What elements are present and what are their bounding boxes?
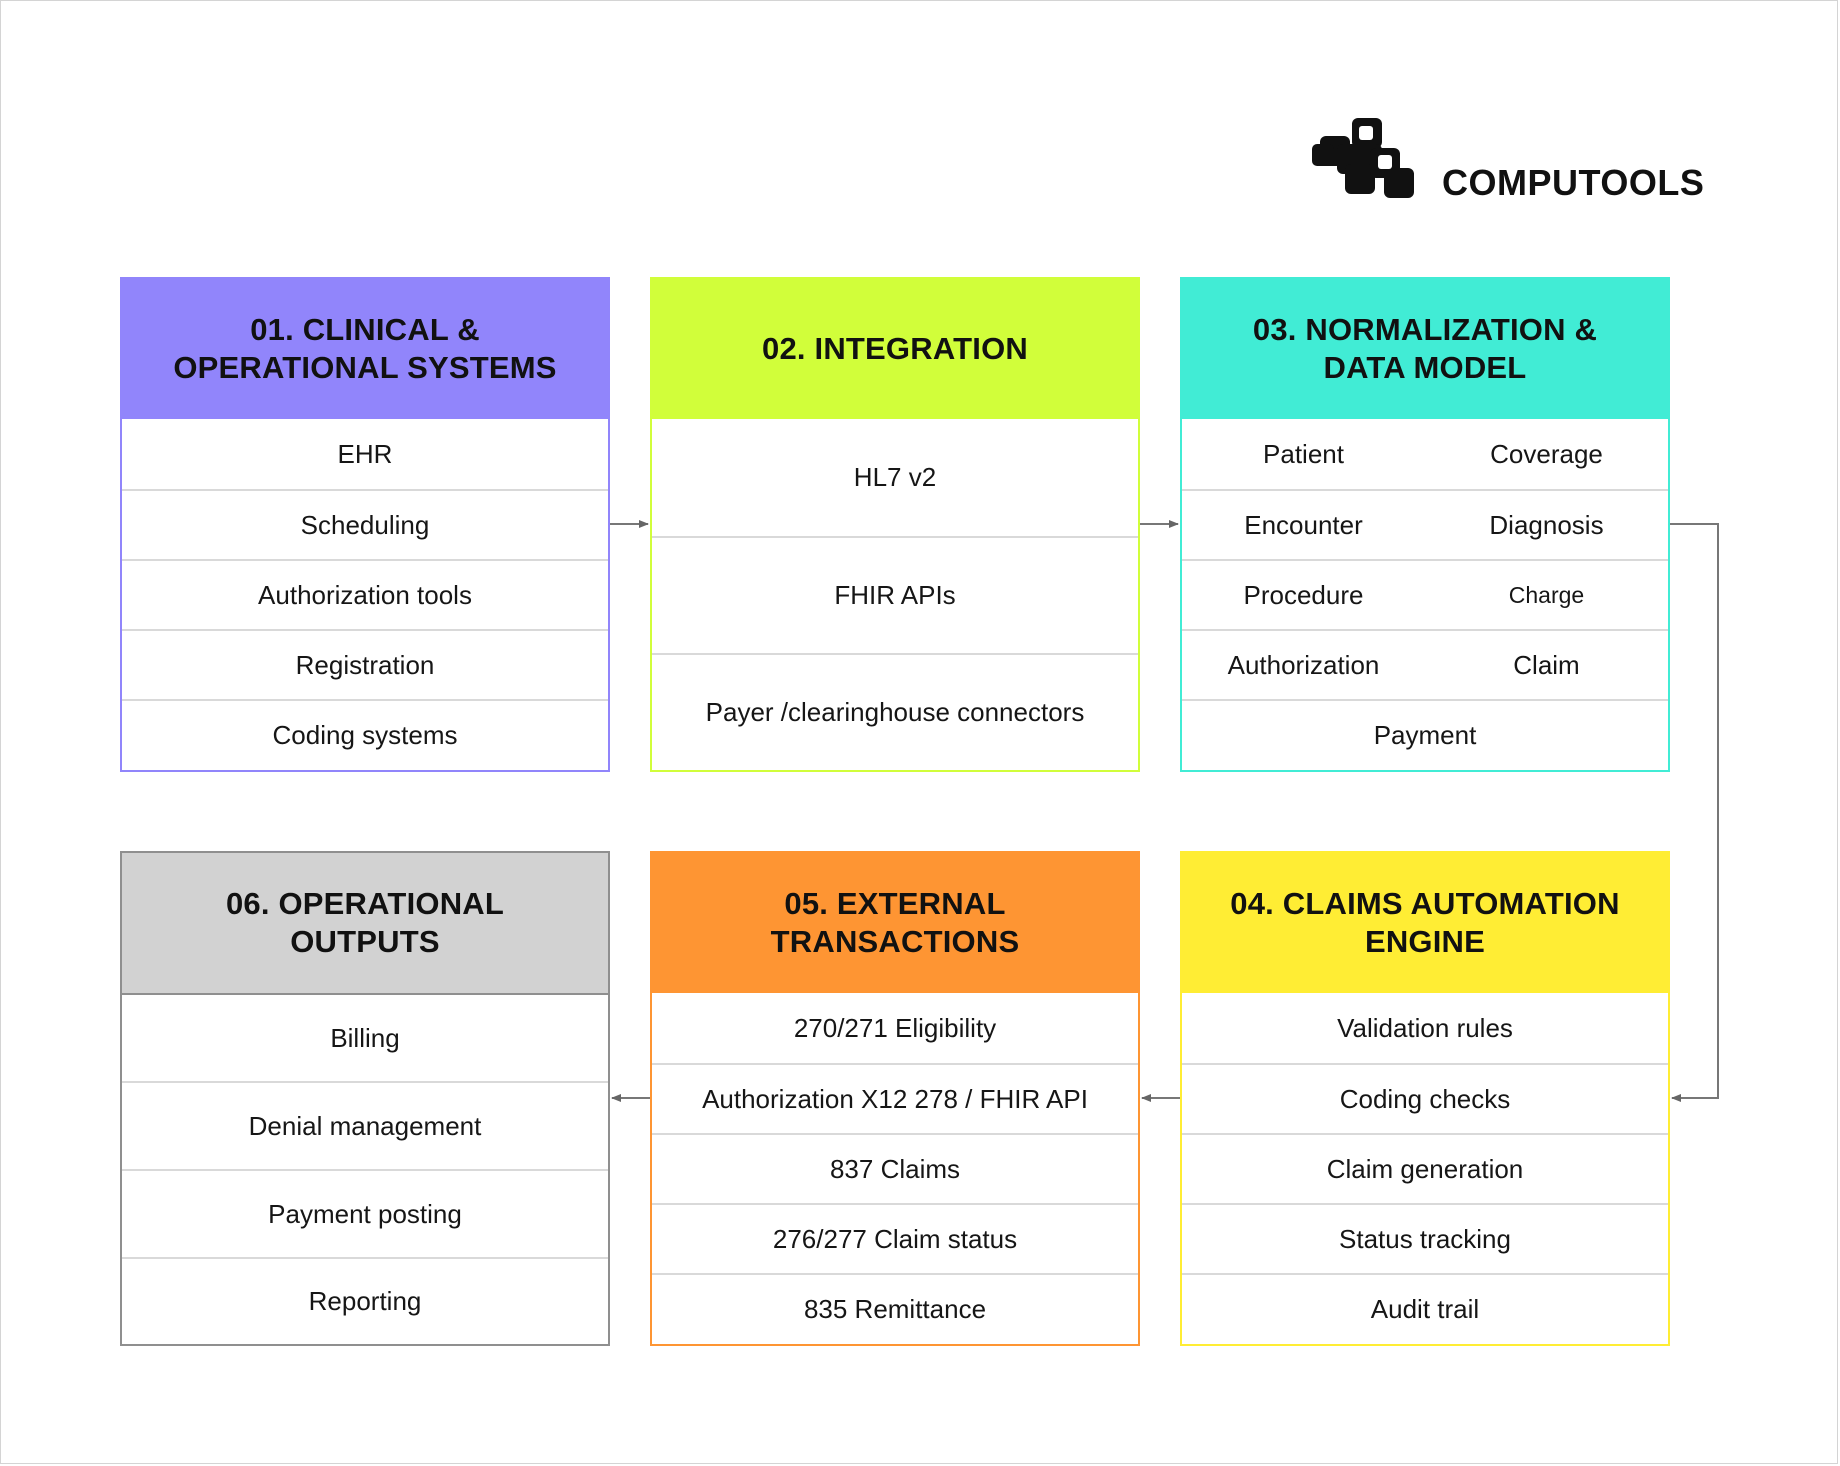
- card-rows: [652, 419, 1138, 770]
- card-operational-outputs: [120, 851, 610, 1346]
- card-title-line: OUTPUTS: [290, 924, 440, 959]
- entity-cell: Patient: [1263, 438, 1344, 469]
- table-row: [1182, 489, 1668, 559]
- card-integration: [650, 277, 1140, 772]
- entity-cell: Encounter: [1244, 509, 1363, 540]
- card-rows: [1182, 419, 1668, 770]
- entity-cell: Diagnosis: [1489, 509, 1604, 540]
- entity-cell: Coverage: [1490, 438, 1603, 469]
- card-header: [122, 279, 608, 419]
- list-item: Authorization X12 278 / FHIR API: [652, 1063, 1138, 1133]
- card-header: [652, 853, 1138, 993]
- list-item: EHR: [337, 438, 393, 469]
- card-rows: [652, 993, 1138, 1344]
- list-item: Payer /clearinghouse connectors: [652, 653, 1138, 770]
- card-title-line: 01. CLINICAL &: [250, 312, 480, 347]
- card-rows: [1182, 993, 1668, 1344]
- card-header: [1182, 853, 1668, 993]
- entity-cell: Charge: [1508, 581, 1585, 608]
- list-item: 835 Remittance: [652, 1273, 1138, 1344]
- entity-cell: Claim: [1513, 649, 1580, 680]
- card-header: [652, 279, 1138, 419]
- list-item: 270/271 Eligibility: [793, 1012, 997, 1043]
- card-title-line: 06. OPERATIONAL: [225, 886, 505, 921]
- card-title-line: ENGINE: [1364, 924, 1486, 959]
- table-row: [1182, 419, 1668, 489]
- card-rows: [122, 993, 608, 1344]
- list-item: 276/277 Claim status: [652, 1203, 1138, 1273]
- list-item: Payment posting: [122, 1169, 608, 1257]
- list-item: Registration: [122, 629, 608, 699]
- card-title-line: 05. EXTERNAL: [784, 886, 1006, 921]
- entity-cell: Authorization: [1227, 649, 1380, 680]
- card-normalization: [1180, 277, 1670, 772]
- card-header: [1182, 279, 1668, 419]
- list-item: Claim generation: [1182, 1133, 1668, 1203]
- list-item: Scheduling: [122, 489, 608, 559]
- card-external-transactions: [650, 851, 1140, 1346]
- list-item: FHIR APIs: [652, 536, 1138, 653]
- list-item: Coding checks: [1182, 1063, 1668, 1133]
- list-item: Billing: [122, 993, 608, 1081]
- list-item: Validation rules: [1337, 1012, 1513, 1043]
- card-title-line: TRANSACTIONS: [770, 924, 1020, 959]
- computools-logo-icon: [1312, 118, 1417, 200]
- card-header: [122, 853, 608, 993]
- list-item: 837 Claims: [652, 1133, 1138, 1203]
- list-item: Coding systems: [122, 699, 608, 770]
- list-item: Denial management: [122, 1081, 608, 1169]
- card-title-line: 03. NORMALIZATION &: [1252, 312, 1598, 347]
- list-item: HL7 v2: [853, 462, 937, 492]
- card-title-line: 02. INTEGRATION: [762, 331, 1028, 366]
- card-title-line: DATA MODEL: [1323, 350, 1527, 385]
- list-item: Status tracking: [1182, 1203, 1668, 1273]
- list-item: Audit trail: [1182, 1273, 1668, 1344]
- card-claims-engine: [1180, 851, 1670, 1346]
- card-clinical-systems: [120, 277, 610, 772]
- list-item: Reporting: [122, 1257, 608, 1344]
- card-title-line: 04. CLAIMS AUTOMATION: [1230, 886, 1620, 921]
- card-rows: [122, 419, 608, 770]
- card-title-line: OPERATIONAL SYSTEMS: [173, 350, 557, 385]
- entity-cell: Procedure: [1243, 579, 1364, 610]
- brand-logo: [1312, 118, 1732, 208]
- list-item: Authorization tools: [122, 559, 608, 629]
- table-row: [1182, 629, 1668, 699]
- list-item: Payment: [1182, 699, 1668, 770]
- table-row: [1182, 559, 1668, 629]
- brand-name: COMPUTOOLS: [1442, 162, 1705, 203]
